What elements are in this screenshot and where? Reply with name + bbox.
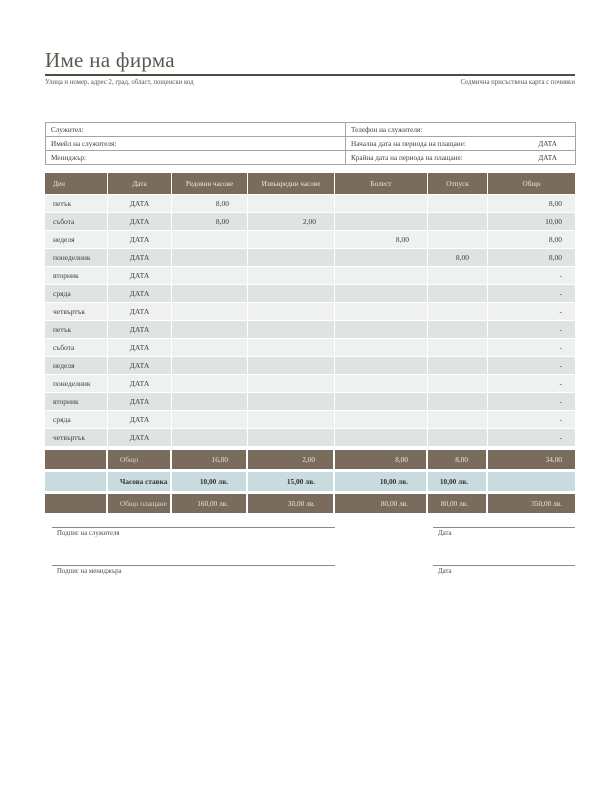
cell-regular[interactable] — [172, 285, 247, 302]
cell-vacation[interactable] — [428, 303, 487, 320]
cell-total: - — [488, 375, 575, 392]
col-header-vacation: Отпуск — [428, 173, 487, 194]
cell-date[interactable]: ДАТА — [108, 267, 171, 284]
cell-vacation[interactable] — [428, 321, 487, 338]
cell-regular[interactable] — [172, 375, 247, 392]
totals-value: 350,00 лв. — [488, 494, 575, 513]
cell-sick[interactable] — [335, 303, 427, 320]
cell-regular[interactable] — [172, 267, 247, 284]
totals-spacer-cell — [45, 450, 106, 469]
cell-day: понеделник — [45, 375, 107, 392]
table-row — [45, 231, 575, 248]
cell-vacation[interactable] — [428, 393, 487, 410]
totals-value: 160,00 лв. — [172, 494, 246, 513]
totals-value: 8,00 — [335, 450, 426, 469]
cell-overtime[interactable] — [248, 411, 334, 428]
cell-regular[interactable]: 8,00 — [172, 195, 247, 212]
cell-day: неделя — [45, 231, 107, 248]
employee-signature-label: Подпис на служителя — [57, 530, 120, 537]
company-name: Име на фирма — [45, 48, 175, 72]
cell-overtime[interactable] — [248, 357, 334, 374]
employee-phone-field[interactable] — [346, 123, 576, 137]
cell-date[interactable]: ДАТА — [108, 321, 171, 338]
cell-date[interactable]: ДАТА — [108, 213, 171, 230]
table-row — [45, 213, 575, 230]
totals-spacer-cell — [45, 472, 106, 491]
col-header-overtime-hours: Извънредни часове — [248, 173, 334, 194]
manager-signature-line[interactable] — [52, 565, 335, 575]
totals-body — [45, 450, 575, 513]
document-title: Седмична присъствена карта с почивки — [460, 79, 575, 86]
cell-total: - — [488, 411, 575, 428]
table-row — [45, 249, 575, 266]
employee-signature-date-line[interactable] — [433, 527, 575, 537]
cell-total: 8,00 — [488, 195, 575, 212]
cell-date[interactable]: ДАТА — [108, 285, 171, 302]
cell-regular[interactable] — [172, 339, 247, 356]
cell-date[interactable]: ДАТА — [108, 339, 171, 356]
cell-vacation[interactable] — [428, 411, 487, 428]
cell-total: - — [488, 429, 575, 446]
cell-overtime[interactable] — [248, 429, 334, 446]
cell-day: петък — [45, 195, 107, 212]
timesheet-table — [44, 172, 576, 447]
cell-date[interactable]: ДАТА — [108, 411, 171, 428]
cell-total: - — [488, 339, 575, 356]
cell-overtime[interactable] — [248, 267, 334, 284]
cell-regular[interactable] — [172, 357, 247, 374]
table-row — [45, 393, 575, 410]
cell-vacation[interactable] — [428, 357, 487, 374]
cell-date[interactable]: ДАТА — [108, 231, 171, 248]
table-row — [45, 267, 575, 284]
cell-sick[interactable] — [335, 393, 427, 410]
cell-total: 8,00 — [488, 249, 575, 266]
pay-period-end-field[interactable] — [346, 151, 576, 165]
cell-day: вторник — [45, 267, 107, 284]
cell-regular[interactable]: 8,00 — [172, 213, 247, 230]
cell-date[interactable]: ДАТА — [108, 195, 171, 212]
table-row — [45, 303, 575, 320]
table-row — [45, 195, 575, 212]
col-header-date: Дата — [108, 173, 171, 194]
header-subtitle-row — [45, 79, 575, 86]
cell-day: сряда — [45, 411, 107, 428]
cell-overtime[interactable] — [248, 339, 334, 356]
cell-vacation[interactable] — [428, 375, 487, 392]
totals-value[interactable] — [488, 472, 575, 491]
cell-overtime[interactable] — [248, 303, 334, 320]
cell-day: неделя — [45, 357, 107, 374]
cell-sick[interactable] — [335, 339, 427, 356]
cell-sick[interactable] — [335, 267, 427, 284]
employee-info-box — [45, 122, 576, 165]
cell-total: - — [488, 321, 575, 338]
totals-row-rate — [45, 472, 575, 491]
cell-day: сряда — [45, 285, 107, 302]
cell-vacation[interactable] — [428, 429, 487, 446]
cell-date[interactable]: ДАТА — [108, 429, 171, 446]
cell-overtime[interactable] — [248, 321, 334, 338]
cell-overtime[interactable] — [248, 249, 334, 266]
totals-label: Общо плащане — [108, 494, 170, 513]
table-row — [45, 429, 575, 446]
cell-regular[interactable] — [172, 303, 247, 320]
cell-day: четвъртък — [45, 303, 107, 320]
cell-regular[interactable] — [172, 321, 247, 338]
cell-day: вторник — [45, 393, 107, 410]
cell-date[interactable]: ДАТА — [108, 393, 171, 410]
field-value[interactable]: ДАТА — [538, 139, 557, 148]
cell-total: - — [488, 357, 575, 374]
totals-value: 2,00 — [248, 450, 333, 469]
cell-regular[interactable] — [172, 249, 247, 266]
manager-signature-label: Подпис на мениджъра — [57, 568, 122, 575]
employee-email-field[interactable] — [46, 137, 346, 151]
cell-sick[interactable] — [335, 375, 427, 392]
col-header-day: Ден — [45, 173, 107, 194]
field-value[interactable]: ДАТА — [538, 153, 557, 162]
cell-date[interactable]: ДАТА — [108, 303, 171, 320]
totals-value[interactable]: 10,00 лв. — [172, 472, 246, 491]
cell-vacation[interactable] — [428, 195, 487, 212]
header-divider — [45, 74, 575, 76]
totals-row-hours — [45, 450, 575, 469]
totals-value: 8,00 — [428, 450, 486, 469]
cell-vacation[interactable] — [428, 339, 487, 356]
table-row — [45, 375, 575, 392]
timesheet-body — [45, 195, 575, 446]
cell-overtime[interactable] — [248, 393, 334, 410]
cell-total: - — [488, 303, 575, 320]
date-label: Дата — [438, 530, 452, 537]
table-row — [45, 285, 575, 302]
totals-value: 34,00 — [488, 450, 575, 469]
pay-period-start-field[interactable] — [346, 137, 576, 151]
cell-sick[interactable] — [335, 321, 427, 338]
cell-day: понеделник — [45, 249, 107, 266]
cell-total: 10,00 — [488, 213, 575, 230]
cell-day: събота — [45, 339, 107, 356]
cell-vacation[interactable]: 8,00 — [428, 249, 487, 266]
manager-field[interactable] — [46, 151, 346, 165]
cell-overtime[interactable] — [248, 285, 334, 302]
employee-field[interactable] — [46, 123, 346, 137]
col-header-total: Общо — [488, 173, 575, 194]
field-label: Телефон на служителя: — [351, 125, 423, 134]
table-row — [45, 357, 575, 374]
cell-sick[interactable] — [335, 249, 427, 266]
field-label: Мениджър: — [51, 153, 87, 162]
totals-label: Общо — [108, 450, 170, 469]
cell-overtime[interactable] — [248, 231, 334, 248]
cell-sick[interactable] — [335, 213, 427, 230]
cell-sick[interactable]: 8,00 — [335, 231, 427, 248]
cell-regular[interactable] — [172, 429, 247, 446]
totals-value[interactable]: 15,00 лв. — [248, 472, 333, 491]
totals-value[interactable]: 10,00 лв. — [428, 472, 486, 491]
cell-overtime[interactable]: 2,00 — [248, 213, 334, 230]
date-label: Дата — [438, 568, 452, 575]
cell-sick[interactable] — [335, 285, 427, 302]
manager-signature-date-line[interactable] — [433, 565, 575, 575]
cell-date[interactable]: ДАТА — [108, 357, 171, 374]
cell-overtime[interactable] — [248, 195, 334, 212]
totals-value: 80,00 лв. — [335, 494, 426, 513]
totals-section — [43, 447, 577, 516]
field-label: Начална дата на периода на плащане: — [351, 139, 466, 148]
cell-vacation[interactable] — [428, 267, 487, 284]
company-address: Улица и номер, адрес 2, град, област, пощенски код — [45, 79, 194, 86]
cell-sick[interactable] — [335, 357, 427, 374]
table-row — [45, 411, 575, 428]
cell-day: събота — [45, 213, 107, 230]
field-label: Имейл на служителя: — [51, 139, 117, 148]
cell-regular[interactable] — [172, 231, 247, 248]
cell-sick[interactable] — [335, 411, 427, 428]
table-row — [45, 339, 575, 356]
cell-vacation[interactable] — [428, 231, 487, 248]
cell-regular[interactable] — [172, 393, 247, 410]
cell-day: четвъртък — [45, 429, 107, 446]
totals-label: Часова ставка — [108, 472, 170, 491]
cell-sick[interactable] — [335, 195, 427, 212]
cell-date[interactable]: ДАТА — [108, 375, 171, 392]
totals-value: 80,00 лв. — [428, 494, 486, 513]
cell-overtime[interactable] — [248, 375, 334, 392]
cell-total: - — [488, 393, 575, 410]
totals-value[interactable]: 10,00 лв. — [335, 472, 426, 491]
timesheet-header — [45, 173, 575, 194]
table-row — [45, 321, 575, 338]
cell-date[interactable]: ДАТА — [108, 249, 171, 266]
cell-regular[interactable] — [172, 411, 247, 428]
totals-value: 30,00 лв. — [248, 494, 333, 513]
totals-value: 16,00 — [172, 450, 246, 469]
cell-day: петък — [45, 321, 107, 338]
cell-total: - — [488, 267, 575, 284]
cell-total: - — [488, 285, 575, 302]
cell-vacation[interactable] — [428, 213, 487, 230]
cell-total: 8,00 — [488, 231, 575, 248]
employee-signature-line[interactable] — [52, 527, 335, 537]
totals-row-pay — [45, 494, 575, 513]
col-header-sick: Болест — [335, 173, 427, 194]
col-header-regular-hours: Редовни часове — [172, 173, 247, 194]
field-label: Крайна дата на периода на плащане: — [351, 153, 463, 162]
cell-sick[interactable] — [335, 429, 427, 446]
totals-spacer-cell — [45, 494, 106, 513]
field-label: Служител: — [51, 125, 84, 134]
cell-vacation[interactable] — [428, 285, 487, 302]
